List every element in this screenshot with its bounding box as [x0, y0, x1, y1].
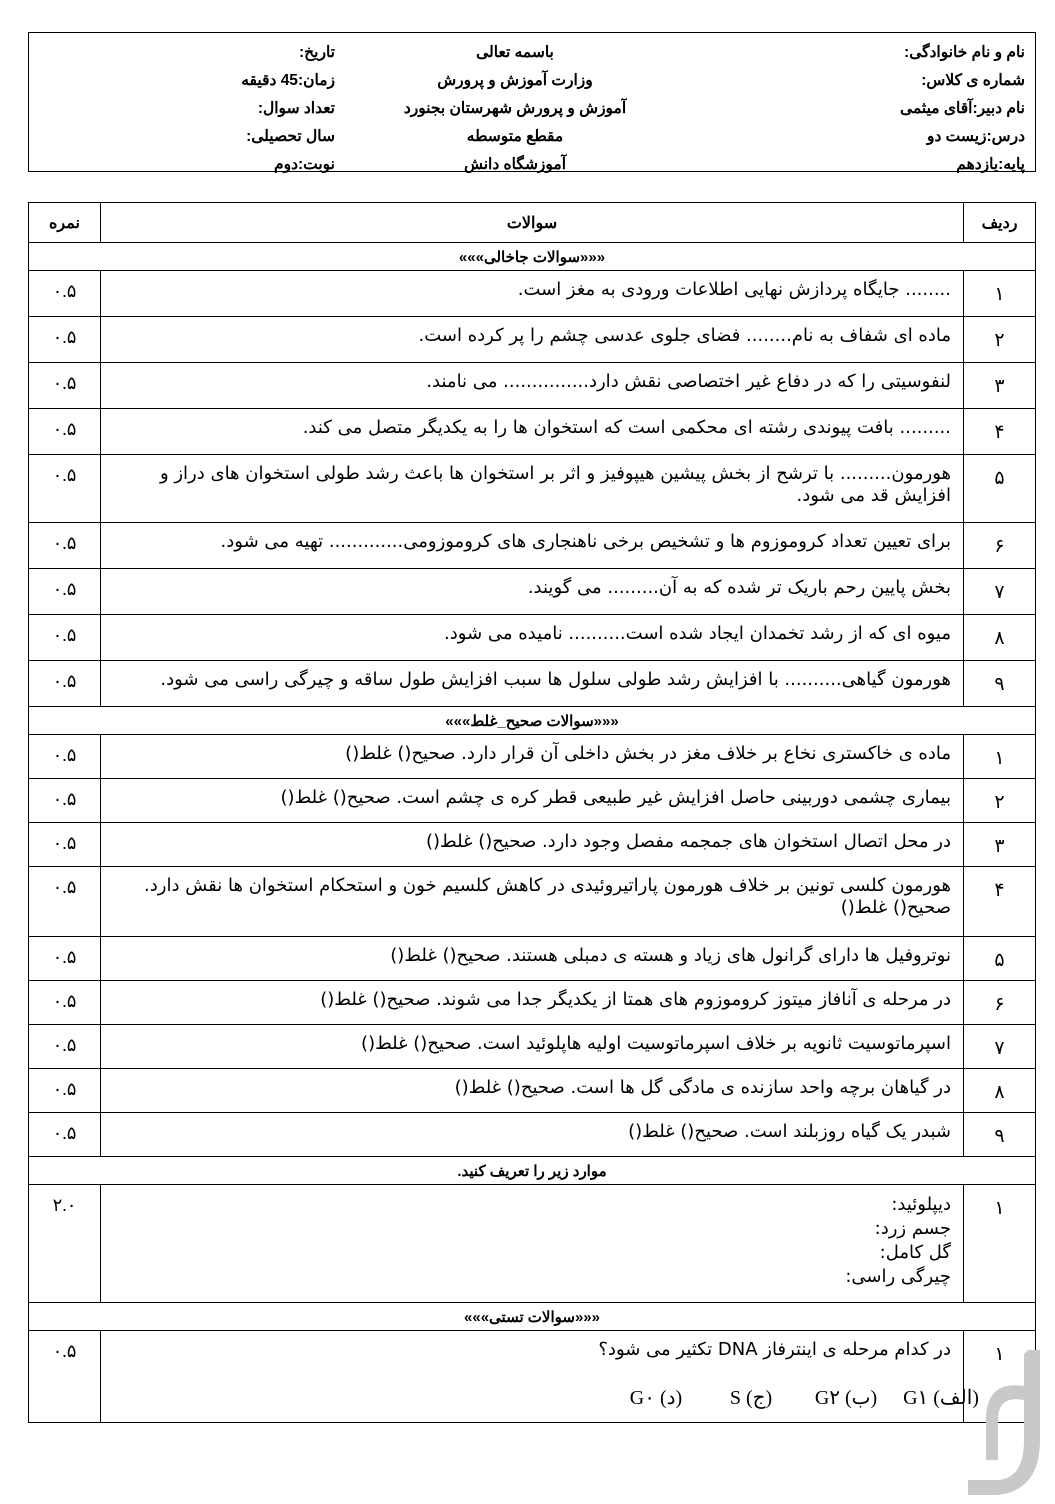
question-number: ۷: [964, 1025, 1036, 1069]
question-score: ۲.۰: [29, 1185, 101, 1303]
question-number: ۴: [964, 867, 1036, 937]
question-text: میوه ای که از رشد تخمدان ایجاد شده است.......... نامیده می شود.: [101, 615, 964, 661]
question-score: ۰.۵: [29, 981, 101, 1025]
question-text: هورمون گیاهی.......... با افزایش رشد طولی سلول ها سبب افزایش طول ساقه و چیرگی راسی می شود.: [101, 661, 964, 707]
question-row: [29, 455, 1036, 523]
row-column-header: ردیف: [964, 203, 1036, 243]
district-office: آموزش و پرورش شهرستان بجنورد: [403, 100, 627, 117]
definition-term: دیپلوئید:: [891, 1194, 951, 1215]
question-row: [29, 1025, 1036, 1069]
question-row: [29, 735, 1036, 779]
question-text: ........ جایگاه پردازش نهایی اطلاعات ورودی به مغز است.: [101, 271, 964, 317]
question-number: ۹: [964, 1113, 1036, 1157]
question-score: ۰.۵: [29, 1331, 101, 1423]
question-text: در مرحله ی آنافاز میتوز کروموزوم های همتا از یکدیگر جدا می شوند. صحیح() غلط(): [101, 981, 964, 1025]
question-text: ماده ی خاکستری نخاع بر خلاف مغز در بخش داخلی آن قرار دارد. صحیح() غلط(): [101, 735, 964, 779]
questions-body: [29, 243, 1036, 1423]
questions-table: [28, 202, 1036, 1423]
question-text: بیماری چشمی دوربینی حاصل افزایش غیر طبیعی قطر کره ی چشم است. صحیح() غلط(): [101, 779, 964, 823]
question-row: [29, 779, 1036, 823]
question-score: ۰.۵: [29, 523, 101, 569]
school-level: مقطع متوسطه: [466, 128, 564, 145]
question-text: ماده ای شفاف به نام........ فضای جلوی عدسی چشم را پر کرده است.: [101, 317, 964, 363]
question-text: ......... بافت پیوندی رشته ای محکمی است که استخوان ها را به یکدیگر متصل می کند.: [101, 409, 964, 455]
question-row: [29, 981, 1036, 1025]
question-number: ۸: [964, 615, 1036, 661]
app-logo-icon: [958, 1340, 1048, 1500]
section-title: «««سوالات صحیح_غلط»»»: [29, 707, 1036, 735]
question-number: ۸: [964, 1069, 1036, 1113]
mcq-row: [29, 1331, 1036, 1423]
question-row: [29, 615, 1036, 661]
question-score: ۰.۵: [29, 455, 101, 523]
definition-terms: [101, 1185, 964, 1303]
mcq-question-cell: [101, 1331, 979, 1423]
question-text: در محل اتصال استخوان های جمجمه مفصل وجود دارد. صحیح() غلط(): [101, 823, 964, 867]
section-row: [29, 243, 1036, 271]
question-number: ۴: [964, 409, 1036, 455]
section-title: موارد زیر را تعریف کنید.: [29, 1157, 1036, 1185]
question-row: [29, 363, 1036, 409]
mcq-question: در کدام مرحله ی اینترفاز DNA تکثیر می شود؟: [598, 1339, 951, 1360]
ministry-name: وزارت آموزش و پرورش: [437, 72, 593, 89]
question-number: ۱: [964, 271, 1036, 317]
table-header-row: [29, 203, 1036, 243]
question-text: برای تعیین تعداد کروموزوم ها و تشخیص برخی ناهنجاری های کروموزومی............. تهیه می شود.: [101, 523, 964, 569]
question-row: [29, 1113, 1036, 1157]
question-number: ۳: [964, 363, 1036, 409]
question-score: ۰.۵: [29, 1025, 101, 1069]
question-text: اسپرماتوسیت ثانویه بر خلاف اسپرماتوسیت اولیه هاپلوئید است. صحیح() غلط(): [101, 1025, 964, 1069]
academic-year-label: سال تحصیلی:: [246, 128, 335, 145]
section-title: «««سوالات جاخالی»»»: [29, 243, 1036, 271]
section-row: [29, 1303, 1036, 1331]
question-score: ۰.۵: [29, 867, 101, 937]
question-row: [29, 823, 1036, 867]
section-row: [29, 1157, 1036, 1185]
mcq-option: (الف) G۱: [903, 1387, 979, 1409]
class-number-label: شماره ی کلاس:: [921, 72, 1025, 89]
question-number: ۶: [964, 523, 1036, 569]
question-row: [29, 523, 1036, 569]
question-score: ۰.۵: [29, 363, 101, 409]
question-row: [29, 937, 1036, 981]
question-score: ۰.۵: [29, 271, 101, 317]
score-column-header: نمره: [29, 203, 101, 243]
question-number: ۷: [964, 569, 1036, 615]
question-score: ۰.۵: [29, 661, 101, 707]
question-score: ۰.۵: [29, 317, 101, 363]
exam-info: [241, 39, 335, 179]
student-name-label: نام و نام خانوادگی:: [904, 44, 1025, 61]
question-row: [29, 317, 1036, 363]
question-text: نوتروفیل ها دارای گرانول های زیاد و هسته ی دمبلی هستند. صحیح() غلط(): [101, 937, 964, 981]
school-name: آموزشگاه دانش: [463, 156, 567, 173]
teacher-name: نام دبیر:آقای میثمی: [900, 100, 1025, 117]
question-number: ۱: [964, 1185, 1036, 1303]
mcq-option: (د) G۰: [629, 1387, 683, 1409]
question-number: ۵: [964, 455, 1036, 523]
question-text: هورمون......... با ترشح از بخش پیشین هیپوفیز و اثر بر استخوان ها باعث رشد طولی استخوان های دراز و افزایش قد می شود.: [101, 455, 964, 523]
question-text: هورمون کلسی تونین بر خلاف هورمون پاراتیروئیدی در کاهش کلسیم خون و استحکام استخوان ها نقش دارد. صحیح() غلط(): [101, 867, 964, 937]
definition-term: چیرگی راسی:: [845, 1266, 951, 1287]
question-score: ۰.۵: [29, 409, 101, 455]
question-count-label: تعداد سوال:: [257, 100, 335, 117]
question-text: لنفوسیتی را که در دفاع غیر اختصاصی نقش دارد............... می نامند.: [101, 363, 964, 409]
section-title: «««سوالات تستی»»»: [29, 1303, 1036, 1331]
definition-row: [29, 1185, 1036, 1303]
question-text: شبدر یک گیاه روزبلند است. صحیح() غلط(): [101, 1113, 964, 1157]
question-row: [29, 661, 1036, 707]
course-name: درس:زیست دو: [926, 128, 1025, 145]
mcq-option: (ب) G۲: [814, 1387, 878, 1409]
exam-term: نوبت:دوم: [273, 156, 335, 173]
question-number: ۶: [964, 981, 1036, 1025]
mcq-option: (ج) S: [729, 1387, 773, 1409]
question-row: [29, 569, 1036, 615]
student-info: [900, 39, 1025, 179]
section-row: [29, 707, 1036, 735]
definition-term: گل کامل:: [879, 1242, 951, 1263]
question-score: ۰.۵: [29, 735, 101, 779]
questions-column-header: سوالات: [101, 203, 964, 243]
grade-level: پایه:یازدهم: [956, 156, 1025, 173]
question-score: ۰.۵: [29, 779, 101, 823]
question-score: ۰.۵: [29, 569, 101, 615]
institution-info: [370, 39, 660, 179]
question-text: در گیاهان برچه واحد سازنده ی مادگی گل ها است. صحیح() غلط(): [101, 1069, 964, 1113]
question-number: ۱: [964, 1331, 1036, 1423]
question-score: ۰.۵: [29, 937, 101, 981]
question-number: ۳: [964, 823, 1036, 867]
question-number: ۲: [964, 779, 1036, 823]
question-row: [29, 271, 1036, 317]
question-number: ۵: [964, 937, 1036, 981]
invocation: باسمه تعالی: [476, 44, 554, 61]
question-text: بخش پایین رحم باریک تر شده که به آن......... می گویند.: [101, 569, 964, 615]
question-number: ۹: [964, 661, 1036, 707]
question-number: ۱: [964, 735, 1036, 779]
definition-term: جسم زرد:: [874, 1218, 951, 1239]
question-row: [29, 867, 1036, 937]
mcq-options: [111, 1387, 991, 1409]
question-score: ۰.۵: [29, 1069, 101, 1113]
date-label: تاریخ:: [298, 44, 335, 61]
question-row: [29, 1069, 1036, 1113]
duration: زمان:45 دقیقه: [241, 72, 335, 89]
question-score: ۰.۵: [29, 823, 101, 867]
question-number: ۲: [964, 317, 1036, 363]
question-score: ۰.۵: [29, 1113, 101, 1157]
question-row: [29, 409, 1036, 455]
exam-header: [28, 32, 1036, 172]
question-score: ۰.۵: [29, 615, 101, 661]
